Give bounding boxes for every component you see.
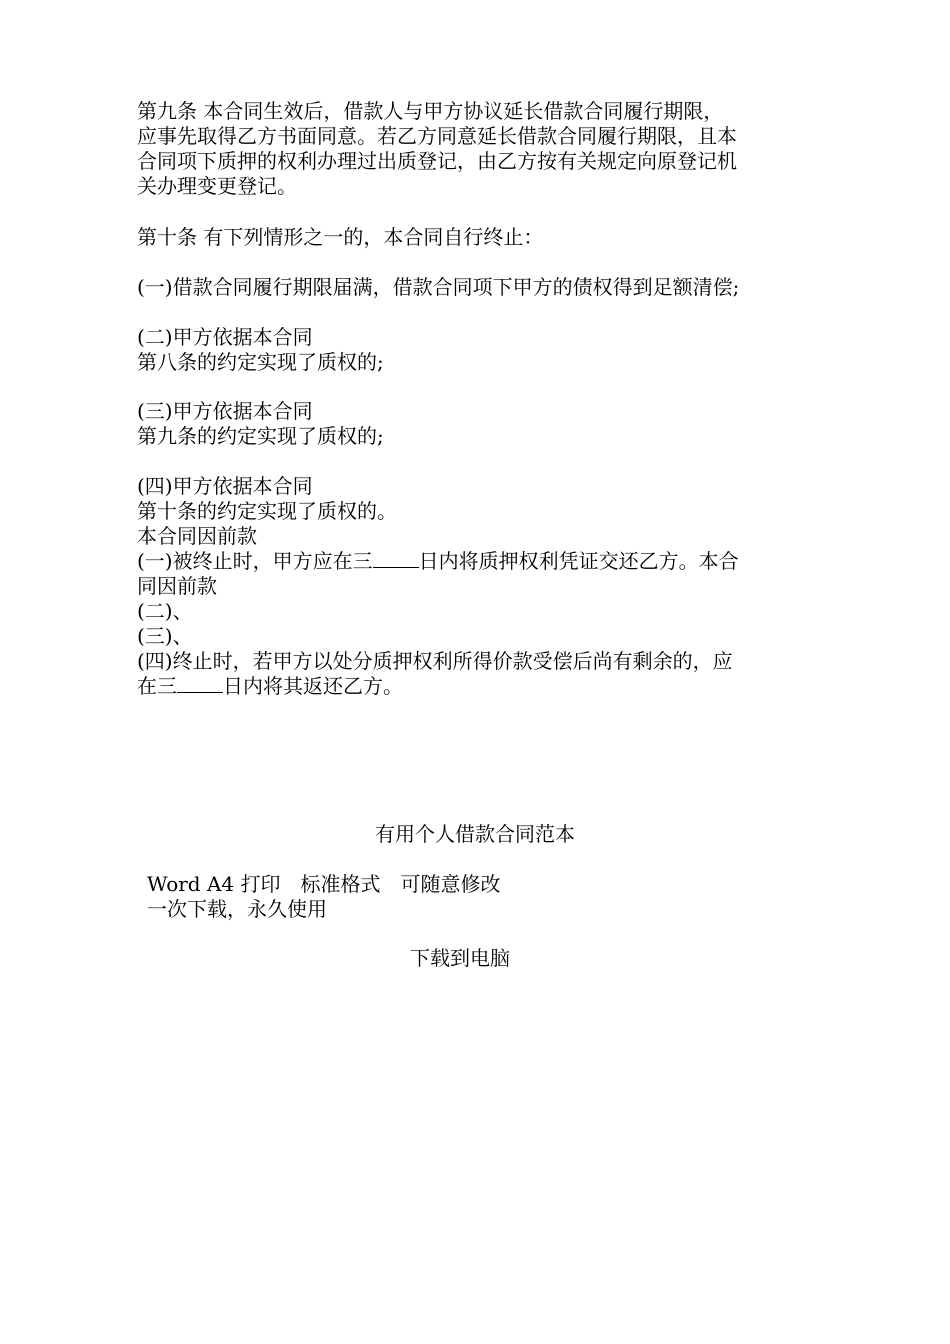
template-description [147,872,501,922]
text-line [137,549,827,574]
text-segment: 日内将质押权利凭证交还乙方。本合 [418,549,739,573]
text-line: 第八条的约定实现了质权的; [137,350,384,374]
article-10-heading: 第十条 有下列情形之一的，本合同自行终止： [137,225,544,249]
termination-clause [137,524,827,699]
text-line [137,674,827,699]
text-line: (二)、 [137,599,193,623]
text-line: 合同项下质押的权利办理过出质登记，由乙方按有关规定向原登记机 [137,149,737,173]
article-10-item-3 [137,399,827,449]
text-line: (四)甲方依据本合同 [137,474,313,498]
fill-in-blank [177,676,223,693]
fill-in-blank [373,551,419,568]
text-segment: 日内将其返还乙方。 [223,674,403,698]
text-line: (二)甲方依据本合同 [137,325,313,349]
text-line: (三)甲方依据本合同 [137,399,313,423]
text-segment: 在三 [137,674,177,698]
text-line: 第十条的约定实现了质权的。 [137,499,397,523]
text-line: Word A4 打印 标准格式 可随意修改 [147,872,501,896]
text-line: 本合同因前款 [137,524,257,548]
article-10-item-2 [137,325,827,375]
text-line: 一次下载，永久使用 [147,897,327,921]
text-segment: (一)被终止时，甲方应在三 [137,549,373,573]
text-line: 应事先取得乙方书面同意。若乙方同意延长借款合同履行期限，且本 [137,124,737,148]
text-line: 同因前款 [137,574,217,598]
text-line: (三)、 [137,624,193,648]
article-9-paragraph [137,99,827,199]
template-title: 有用个人借款合同范本 [375,822,575,846]
download-link[interactable]: 下载到电脑 [410,946,510,970]
article-10-item-1: (一)借款合同履行期限届满，借款合同项下甲方的债权得到足额清偿; [137,275,740,299]
text-line: 第九条 本合同生效后，借款人与甲方协议延长借款合同履行期限， [137,99,724,123]
text-line: (四)终止时，若甲方以处分质押权利所得价款受偿后尚有剩余的，应 [137,649,733,673]
text-line: 关办理变更登记。 [137,174,297,198]
article-10-item-4 [137,474,827,524]
text-line: 第九条的约定实现了质权的; [137,424,384,448]
